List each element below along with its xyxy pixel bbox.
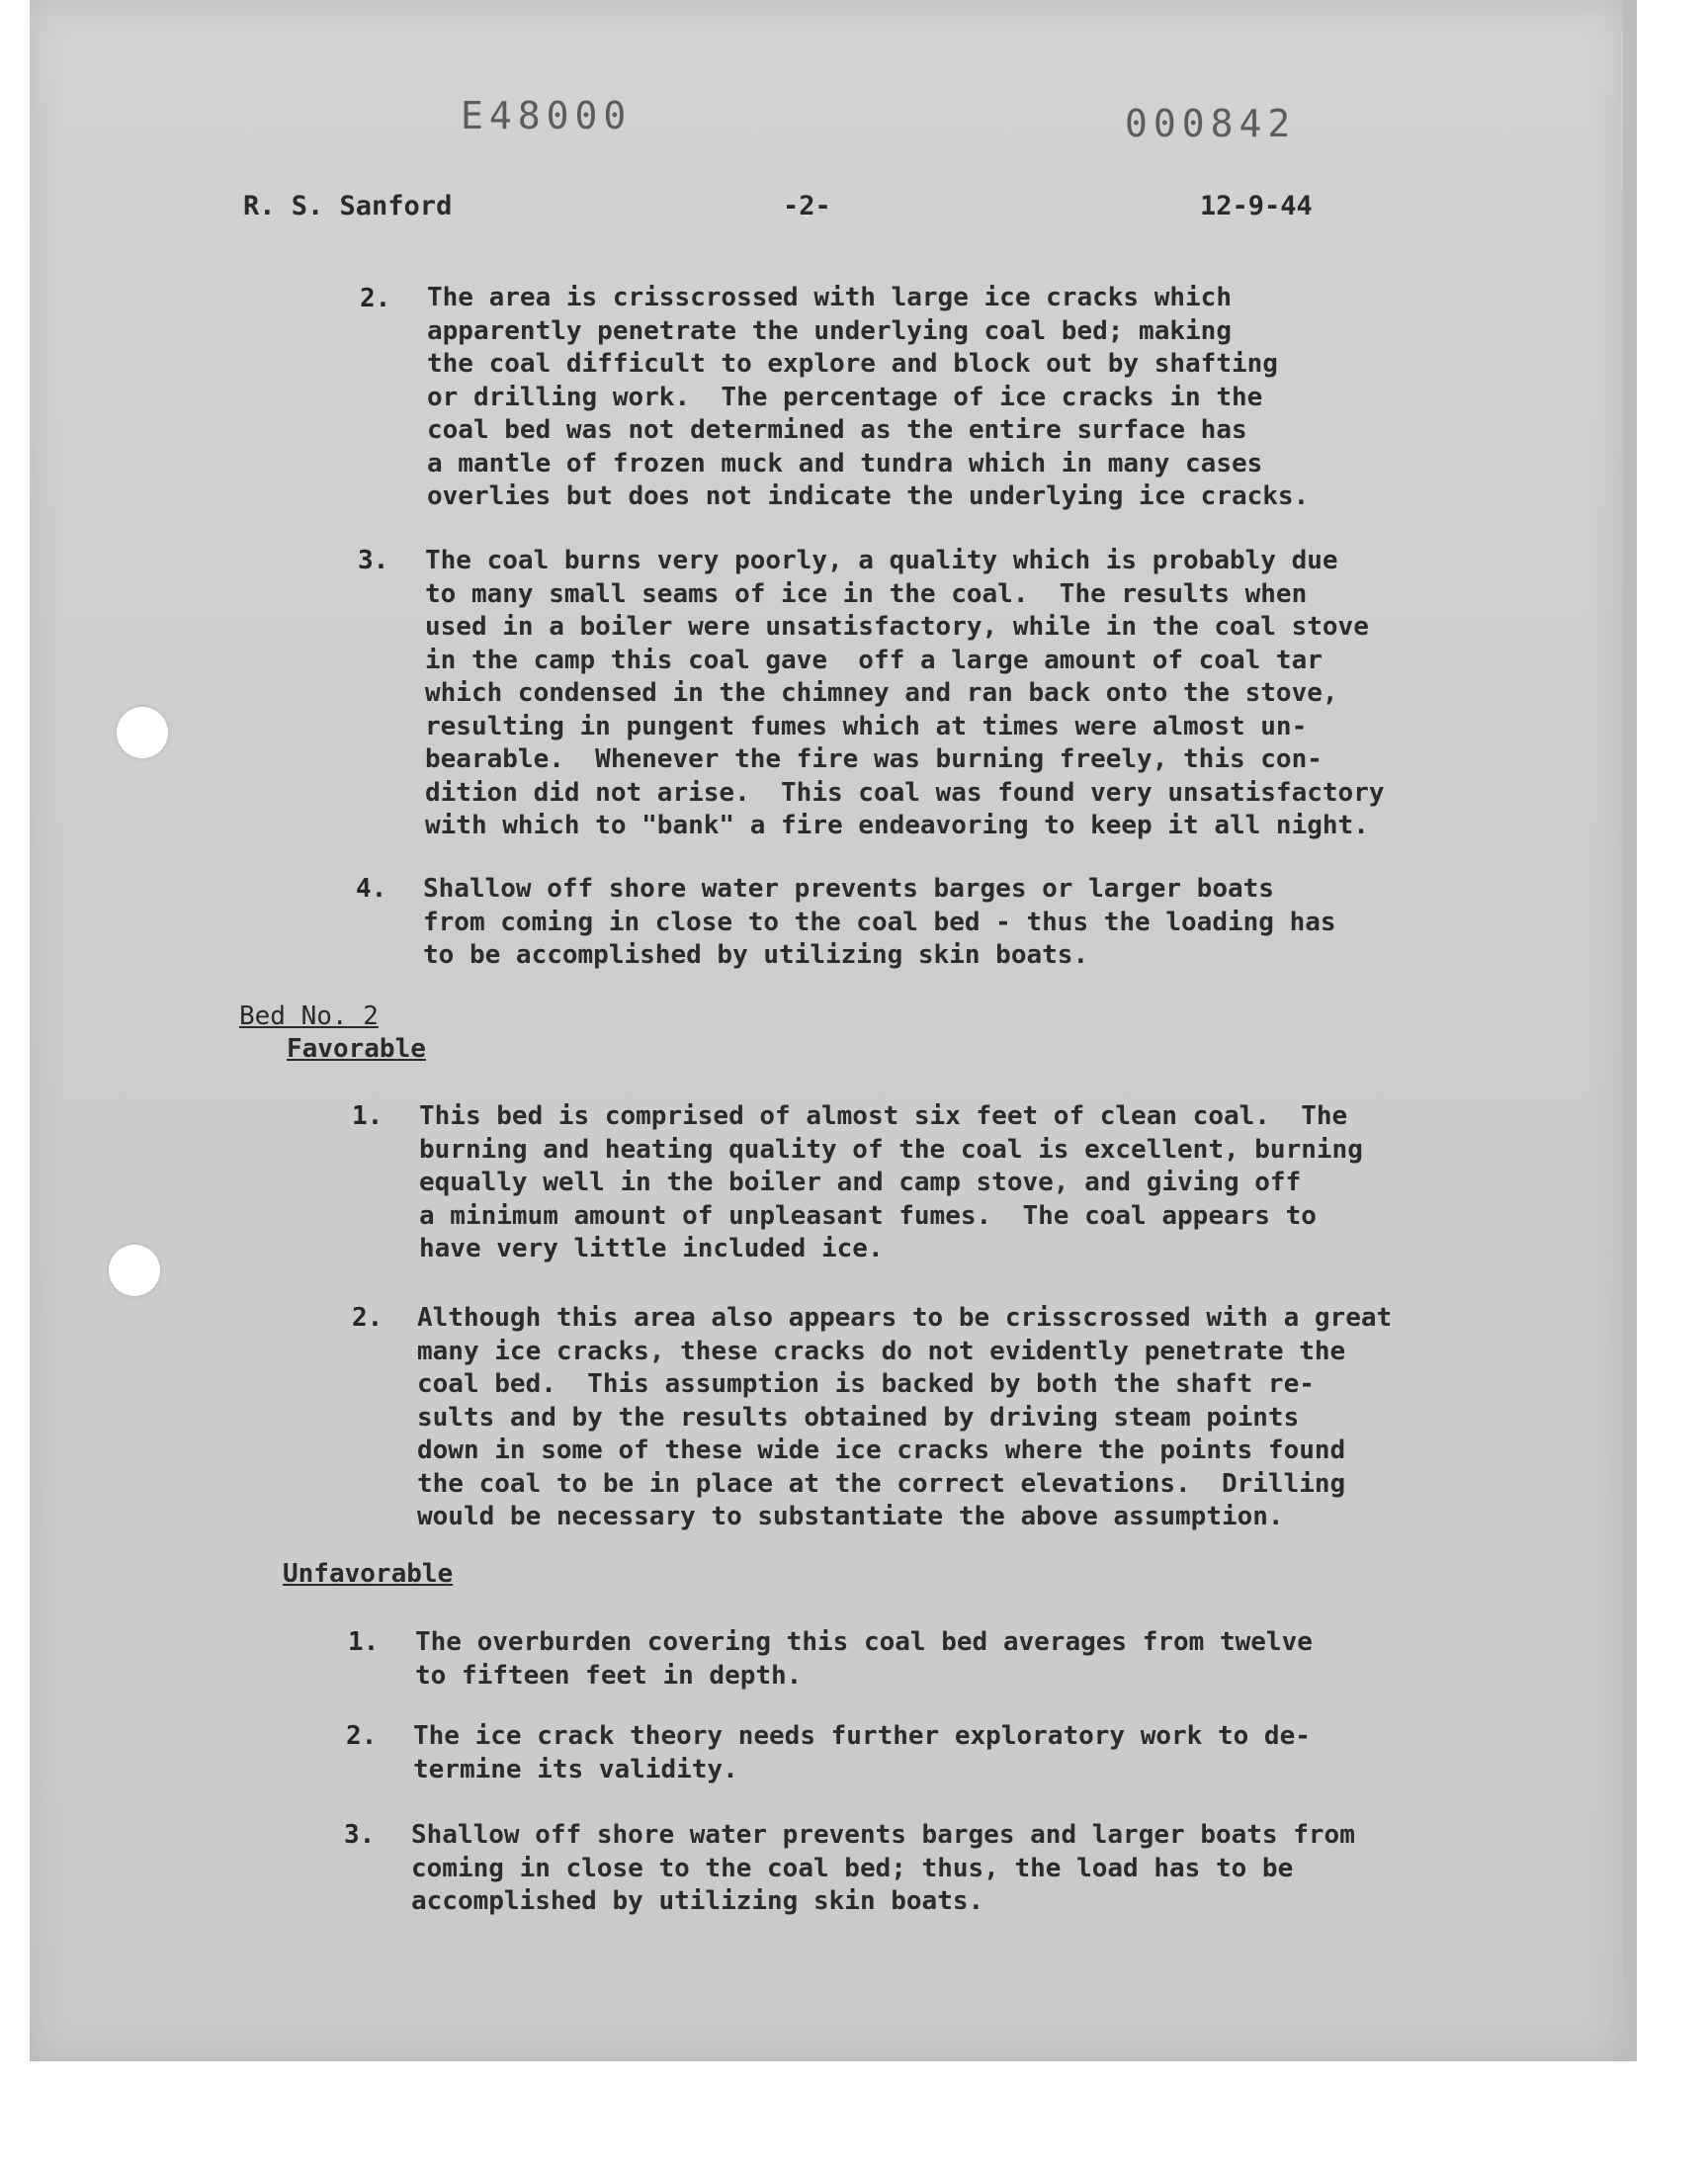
text-line: coming in close to the coal bed; thus, the load has to be	[411, 1853, 1294, 1883]
text-line: down in some of these wide ice cracks where the points found	[417, 1436, 1346, 1465]
text-line: equally well in the boiler and camp stove, and giving off	[419, 1168, 1302, 1197]
item-text	[419, 1100, 1363, 1266]
text-line: coal bed was not determined as the entire surface has	[427, 415, 1247, 445]
text-line: overlies but does not indicate the underlying ice cracks.	[427, 481, 1310, 511]
header-date: 12-9-44	[1200, 191, 1313, 221]
item-number: 4.	[356, 874, 387, 904]
item-text	[417, 1302, 1392, 1534]
favorable-heading: Favorable	[287, 1034, 426, 1064]
text-line: Although this area also appears to be crisscrossed with a great	[417, 1303, 1393, 1333]
text-line: with which to "bank" a fire endeavoring to keep it all night.	[425, 811, 1369, 840]
text-line: a mantle of frozen muck and tundra which in many cases	[427, 448, 1263, 478]
item-number: 2.	[360, 284, 391, 313]
item-number: 2.	[352, 1303, 384, 1333]
text-line: have very little included ice.	[419, 1234, 884, 1263]
text-line: Shallow off shore water prevents barges or larger boats	[423, 874, 1274, 904]
item-number: 3.	[344, 1820, 376, 1850]
header-page-number: -2-	[783, 191, 831, 221]
text-line: dition did not arise. This coal was found very unsatisfactory	[425, 777, 1385, 808]
page-edge	[1623, 0, 1637, 2061]
text-line: The coal burns very poorly, a quality which is probably due	[425, 546, 1338, 575]
item-number: 1.	[348, 1627, 380, 1657]
text-line: The ice crack theory needs further exploratory work to de-	[413, 1721, 1311, 1751]
text-line: The overburden covering this coal bed averages from twelve	[415, 1627, 1313, 1657]
text-line: accomplished by utilizing skin boats.	[411, 1886, 984, 1916]
text-line: to many small seams of ice in the coal. The results when	[425, 578, 1308, 609]
item-text	[413, 1720, 1311, 1786]
item-text	[411, 1819, 1355, 1919]
header-author: R. S. Sanford	[243, 191, 453, 221]
section-title-bed-2: Bed No. 2	[239, 1001, 379, 1031]
text-line: to be accomplished by utilizing skin boats.	[423, 940, 1089, 970]
item-text	[425, 545, 1385, 843]
text-line: sults and by the results obtained by driving steam points	[417, 1402, 1300, 1433]
text-line: This bed is comprised of almost six feet of clean coal. The	[419, 1101, 1348, 1131]
item-number: 2.	[346, 1721, 378, 1751]
text-line: termine its validity.	[413, 1754, 738, 1784]
text-line: bearable. Whenever the fire was burning freely, this con-	[425, 744, 1323, 774]
text-line: from coming in close to the coal bed - thus the loading has	[423, 907, 1336, 937]
text-line: would be necessary to substantiate the above assumption.	[417, 1502, 1284, 1531]
text-line: Shallow off shore water prevents barges and larger boats from	[411, 1820, 1355, 1850]
text-line: burning and heating quality of the coal is excellent, burning	[419, 1134, 1363, 1165]
punch-hole	[117, 707, 168, 758]
item-text	[423, 873, 1336, 973]
text-line: apparently penetrate the underlying coal bed; making	[427, 315, 1232, 346]
stamp-number-right: 000842	[1125, 102, 1297, 145]
text-line: the coal to be in place at the correct elevations. Drilling	[417, 1468, 1346, 1499]
text-line: coal bed. This assumption is backed by both the shaft re-	[417, 1369, 1315, 1399]
text-line: resulting in pungent fumes which at times were almost un-	[425, 711, 1308, 741]
text-line: which condensed in the chimney and ran back onto the stove,	[425, 678, 1338, 708]
item-text	[415, 1626, 1313, 1693]
text-line: to fifteen feet in depth.	[415, 1660, 803, 1691]
stamp-number-left: E48000	[461, 94, 633, 137]
text-line: or drilling work. The percentage of ice cracks in the	[427, 382, 1263, 412]
text-line: in the camp this coal gave off a large amount of coal tar	[425, 645, 1323, 675]
text-line: a minimum amount of unpleasant fumes. The coal appears to	[419, 1200, 1317, 1231]
item-number: 1.	[352, 1101, 384, 1131]
item-text	[427, 282, 1309, 514]
text-line: the coal difficult to explore and block out by shafting	[427, 349, 1278, 379]
text-line: used in a boiler were unsatisfactory, while in the coal stove	[425, 612, 1369, 642]
punch-hole	[109, 1245, 160, 1296]
item-number: 3.	[358, 546, 389, 575]
text-line: many ice cracks, these cracks do not evidently penetrate the	[417, 1336, 1346, 1366]
text-line: The area is crisscrossed with large ice cracks which	[427, 283, 1232, 312]
unfavorable-heading: Unfavorable	[283, 1559, 454, 1589]
